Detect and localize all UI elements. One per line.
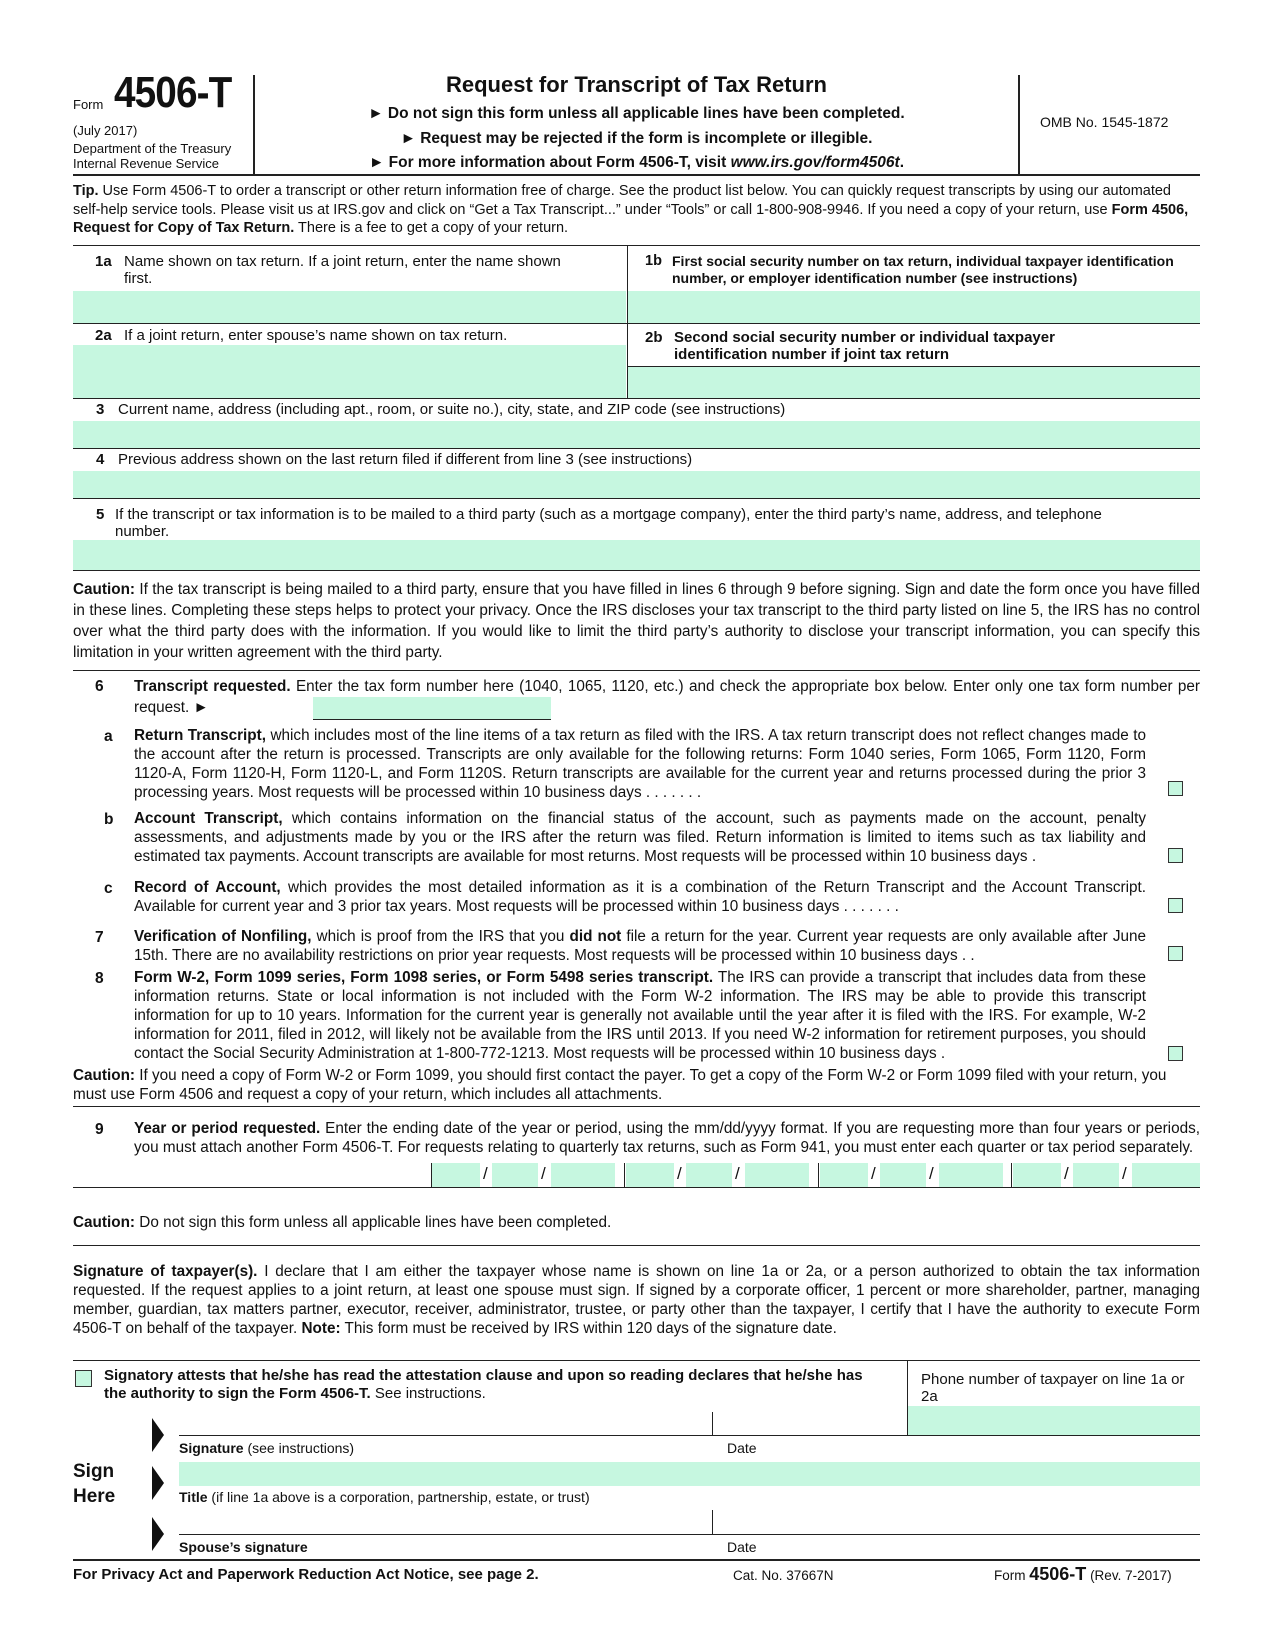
caution-1-text: If the tax transcript is being mailed to a third party, ensure that you have filled in lines 6 through 9 before signing. Sign and date the form once you have filled in these lines. Completing these steps helps to protect your privacy. Once the IRS discloses your tax transcript to the third party listed on line 5, the IRS has no control over what the third party does with the information. If you would like to limit the third party’s authority to disclose your transcript information, you can specify this limitation in your written agreement with the third party. <box>73 581 1200 661</box>
period-2-slash-2: / <box>735 1164 740 1183</box>
line-6-number: 6 <box>95 678 104 695</box>
phone-label: Phone number of taxpayer on line 1a or 2a <box>921 1371 1185 1405</box>
footer-revision: (Rev. 7-2017) <box>1086 1568 1172 1583</box>
did-not-emphasis: did not <box>569 928 622 945</box>
caution-2-label: Caution: <box>73 1067 136 1084</box>
date-sep-2 <box>818 1163 819 1187</box>
date-sep-1 <box>624 1163 625 1187</box>
line-7-number: 7 <box>95 929 104 946</box>
date-sep-3 <box>1011 1163 1012 1187</box>
signature-decl-text-1: I declare that I am either the taxpayer whose name is shown on line 1a or 2a, or a person authorized to obtain the tax information requested. If the request applies to a joint return, at least one spouse must sign. If signed by a corporate officer, 1 percent or more shareholder, partner, managing member, guardian, tax matters partner, executor, receiver, administrator, trustee, or party other than the taxpayer, I certify that I have the authority to execute Form 4506-T on behalf of the taxpayer. <box>73 1263 1201 1337</box>
signature-label-note: (see instructions) <box>243 1440 355 1456</box>
sign-word: Sign <box>73 1461 115 1482</box>
footer-form-id <box>994 1564 1172 1585</box>
catalog-number: Cat. No. 37667N <box>733 1568 834 1583</box>
return-transcript-heading: Return Transcript, <box>134 727 266 744</box>
header-divider-right <box>1018 75 1020 174</box>
return-transcript-checkbox[interactable] <box>1168 781 1183 796</box>
period-4-slash-2: / <box>1122 1164 1127 1183</box>
nonfiling-checkbox[interactable] <box>1168 946 1183 961</box>
spouse-signature-area[interactable] <box>179 1511 712 1534</box>
caution-3-text: Do not sign this form unless all applicable lines have been completed. <box>135 1214 612 1231</box>
signature-decl-heading: Signature of taxpayer(s). <box>73 1263 258 1280</box>
account-transcript-heading: Account Transcript, <box>134 810 283 827</box>
date-group-2 <box>626 1163 809 1187</box>
line-7-text <box>134 927 1146 965</box>
period-3-month[interactable] <box>820 1163 868 1187</box>
signature-decl-note-label: Note: <box>301 1320 341 1337</box>
year-period-desc: Enter the ending date of the year or period, using the mm/dd/yyyy format. If you are requesting more than four years or periods, you must attach another Form 4506-T. For requests relating to quarterly tax returns, such as Form 941, you must enter each quarter or tax period separately. <box>134 1120 1200 1156</box>
line-1b-label: First social security number on tax return, individual taxpayer identification number, or employer identification number (see instructions) <box>672 253 1174 286</box>
signature-date-area[interactable] <box>714 1412 907 1435</box>
line-6c-letter: c <box>104 880 113 897</box>
signature-decl-text-2: This form must be received by IRS within 120 days of the signature date. <box>340 1320 837 1337</box>
period-2-slash-1: / <box>677 1164 682 1183</box>
caution-2-bottom-rule <box>73 1106 1200 1107</box>
period-2-day[interactable] <box>686 1163 732 1187</box>
year-period-heading: Year or period requested. <box>134 1120 321 1137</box>
attestation-checkbox[interactable] <box>75 1370 92 1387</box>
account-transcript-desc: which contains information on the financial status of the account, such as payments made on the account, penalty assessments, and adjustments made by you or the IRS after the return was filed. Return information is limited to items such as tax liability and estimated tax payments. Account transcripts are available for most returns. Most requests will be processed within 10 business days . <box>134 810 1146 865</box>
line-2a-label: If a joint return, enter spouse’s name shown on tax return. <box>124 327 508 344</box>
footer-form-word: Form <box>994 1568 1026 1583</box>
line-5-label: If the transcript or tax information is to be mailed to a third party (such as a mortgage company), enter the third party’s name, address, and telephone number. <box>115 506 1102 540</box>
footer-form-number: 4506-T <box>1029 1564 1087 1584</box>
caution-do-not-sign <box>73 1214 611 1232</box>
record-of-account-heading: Record of Account, <box>134 879 281 896</box>
spouse-date-label: Date <box>727 1539 757 1555</box>
period-1-year[interactable] <box>551 1163 615 1187</box>
tip-text-1: Use Form 4506-T to order a transcript or other return information free of charge. See the product list below. You can quickly request transcripts by using our automated self-help service tools. Please visit us at IRS.gov and click on “Get a Tax Transcript...” under “Tools” or call 1-800-908-9946. If you need a copy of your return, use <box>73 183 1171 218</box>
instruction-3-end: . <box>899 154 904 171</box>
instruction-1: ► Do not sign this form unless all applicable lines have been completed. <box>368 105 905 122</box>
period-4-slash-1: / <box>1064 1164 1069 1183</box>
record-of-account-desc: which provides the most detailed information as it is a combination of the Return Transcript and the Account Transcript. Available for current year and 3 prior tax years. Most requests will be processed within 10 business days . . . . . . . <box>134 879 1146 915</box>
spouse-arrow-icon <box>152 1517 164 1551</box>
period-3-slash-2: / <box>929 1164 934 1183</box>
spouse-signature-label: Spouse’s signature <box>179 1539 308 1555</box>
spouse-name-field-2a[interactable] <box>73 345 626 398</box>
tip-form-4506: Form 4506, Request for Copy of Tax Return. <box>73 201 1189 236</box>
period-3-year[interactable] <box>939 1163 1003 1187</box>
record-of-account-checkbox[interactable] <box>1168 898 1183 913</box>
caution-w2 <box>73 1066 1200 1104</box>
form-revision: (July 2017) <box>73 123 138 138</box>
tip-bottom-rule <box>73 245 1200 246</box>
caution-3-bottom-rule <box>73 1245 1200 1246</box>
attestation-see-instructions: See instructions. <box>370 1385 486 1402</box>
instruction-3-text: ► For more information about Form 4506-T, visit <box>369 154 731 171</box>
privacy-notice: For Privacy Act and Paperwork Reduction Act Notice, see page 2. <box>73 1566 539 1583</box>
date-group-4 <box>1013 1163 1200 1187</box>
line-6-heading: Transcript requested. <box>134 678 291 695</box>
signature-label <box>179 1440 354 1456</box>
irs-form-link[interactable]: www.irs.gov/form4506t <box>730 154 900 171</box>
period-1-day[interactable] <box>492 1163 538 1187</box>
w2-1099-desc: The IRS can provide a transcript that includes data from these information returns. State or local information is not included with the Form W-2 information. The IRS may be able to provide this transcript information for up to 10 years. Information for the current year is generally not available until the year after it is filed with the IRS. For example, W-2 information for 2011, filed in 2012, will likely not be available from the IRS until 2013. If you need W-2 information for retirement purposes, you should contact the Social Security Administration at 1-800-772-1213. Most requests will be processed within 10 business days . <box>134 969 1146 1062</box>
period-2-month[interactable] <box>626 1163 674 1187</box>
header-bottom-rule <box>73 174 1200 176</box>
tax-form-number-input[interactable] <box>313 697 551 719</box>
footer-rule <box>73 1559 1200 1561</box>
account-transcript-checkbox[interactable] <box>1168 848 1183 863</box>
line-3-label: Current name, address (including apt., room, or suite no.), city, state, and ZIP code (see instructions) <box>118 401 786 418</box>
line-5-number: 5 <box>96 506 105 523</box>
signature-arrow-icon <box>152 1418 164 1452</box>
third-party-field[interactable] <box>73 540 1200 570</box>
line-2b-number: 2b <box>645 329 663 346</box>
header <box>0 0 1274 175</box>
line-7-text-2: file a return for the year. Current year requests are only available after June 15th. There are no availability restrictions on prior year requests. Most requests will be processed within 10 business days . . <box>134 928 1146 964</box>
sign-here-label <box>73 1459 115 1509</box>
line-7-text-1: which is proof from the IRS that you <box>311 928 570 945</box>
line-9-text <box>134 1119 1200 1157</box>
spouse-date-area[interactable] <box>714 1511 1200 1534</box>
period-3-slash-1: / <box>871 1164 876 1183</box>
period-1-slash-1: / <box>483 1164 488 1183</box>
line-8-number: 8 <box>95 970 104 987</box>
omb-number: OMB No. 1545-1872 <box>1040 114 1169 130</box>
line-1a-number: 1a <box>95 253 112 270</box>
line-4-number: 4 <box>96 451 105 468</box>
previous-address-field[interactable] <box>73 471 1200 498</box>
spouse-date-divider <box>712 1510 713 1535</box>
form-title: Request for Transcript of Tax Return <box>446 72 827 97</box>
line-2b-label: Second social security number or individual taxpayer identification number if joint tax return <box>674 329 1055 363</box>
w2-1099-heading: Form W-2, Form 1099 series, Form 1098 series, or Form 5498 series transcript. <box>134 969 714 986</box>
line-9-number: 9 <box>95 1121 104 1138</box>
tip-label: Tip. <box>73 183 99 199</box>
line-3-number: 3 <box>96 401 105 418</box>
line-6c-text <box>134 878 1146 916</box>
here-word: Here <box>73 1486 116 1507</box>
title-label-bold: Title <box>179 1489 208 1505</box>
line-6-text <box>134 676 1200 718</box>
tax-form-number-underline <box>313 719 551 720</box>
line-1b-number: 1b <box>645 253 662 269</box>
line-6b-letter: b <box>104 811 114 828</box>
period-1-month[interactable] <box>432 1163 480 1187</box>
irs-name: Internal Revenue Service <box>73 156 219 171</box>
w2-transcript-checkbox[interactable] <box>1168 1046 1183 1061</box>
form-number: 4506-T <box>114 68 232 117</box>
caution-1-label: Caution: <box>73 581 136 598</box>
signature-line <box>179 1435 1200 1436</box>
line-6a-letter: a <box>104 728 113 745</box>
line-2a-number: 2a <box>95 327 112 344</box>
attestation-bold: Signatory attests that he/she has read the attestation clause and upon so reading declares that he/she has the authority to sign the Form 4506-T. <box>104 1367 863 1402</box>
line-1a-label: Name shown on tax return. If a joint return, enter the name shown first. <box>124 253 561 287</box>
title-arrow-icon <box>152 1466 164 1500</box>
line-6-instructions: Enter the tax form number here (1040, 1065, 1120, etc.) and check the appropriate box below. Enter only one tax form number per request. ► <box>134 678 1200 716</box>
line-4-bottom-rule <box>73 498 1200 499</box>
department: Department of the Treasury <box>73 141 232 156</box>
tip-paragraph <box>73 182 1200 238</box>
attestation-text <box>104 1367 884 1403</box>
form-word: Form <box>73 97 104 112</box>
title-label <box>179 1489 590 1505</box>
verification-nonfiling-heading: Verification of Nonfiling, <box>134 928 312 945</box>
line-3-bottom-rule <box>73 448 1200 449</box>
period-4-month[interactable] <box>1013 1163 1061 1187</box>
title-label-note: (if line 1a above is a corporation, partnership, estate, or trust) <box>207 1489 590 1505</box>
spouse-signature-line <box>179 1534 1200 1535</box>
line-4-label: Previous address shown on the last return filed if different from line 3 (see instructions) <box>118 451 693 468</box>
caution-3-label: Caution: <box>73 1214 136 1231</box>
date-group-3 <box>820 1163 1003 1187</box>
instruction-2: ► Request may be rejected if the form is incomplete or illegible. <box>400 130 873 147</box>
line-5-bottom-rule <box>73 570 1200 571</box>
line-9-bottom-rule <box>73 1187 1200 1188</box>
period-1-slash-2: / <box>541 1164 546 1183</box>
period-4-year[interactable] <box>1132 1163 1200 1187</box>
period-3-day[interactable] <box>880 1163 926 1187</box>
line-6a-text <box>134 726 1146 802</box>
date-sep-0 <box>431 1163 432 1187</box>
caution-2-text: If you need a copy of Form W-2 or Form 1099, you should first contact the payer. To get a copy of the Form W-2 or Form 1099 filed with your return, you must use Form 4506 and request a copy of your return, which includes all attachments. <box>73 1067 1167 1103</box>
ssn-field-1b[interactable] <box>628 291 1200 323</box>
instruction-3 <box>255 154 1018 172</box>
line-2b-field-top <box>628 366 1200 367</box>
date-group-1 <box>432 1163 615 1187</box>
spouse-ssn-field-2b[interactable] <box>628 367 1200 398</box>
phone-number-field[interactable] <box>908 1406 1200 1435</box>
signature-line-area[interactable] <box>179 1412 712 1435</box>
signature-declaration <box>73 1262 1200 1338</box>
period-2-year[interactable] <box>745 1163 809 1187</box>
signature-label-bold: Signature <box>179 1440 244 1456</box>
line-6b-text <box>134 809 1146 866</box>
signature-date-label: Date <box>727 1440 757 1456</box>
name-field-1a[interactable] <box>73 291 626 323</box>
line-2-bottom-rule <box>73 398 1200 399</box>
caution-1-bottom-rule <box>73 670 1200 671</box>
return-transcript-desc: which includes most of the line items of a tax return as filed with the IRS. A tax return transcript does not reflect changes made to the account after the return is processed. Transcripts are only available for the following returns: Form 1040 series, Form 1065, Form 1120, Form 1120-A, Form 1120-H, Form 1120-L, and Form 1120S. Return transcripts are available for the current year and returns processed during the prior 3 processing years. Most requests will be processed within 10 business days . . . . . . . <box>134 727 1147 801</box>
signature-date-divider <box>712 1412 713 1435</box>
period-4-day[interactable] <box>1073 1163 1119 1187</box>
line-1-bottom-rule <box>73 323 1200 324</box>
caution-third-party <box>73 579 1200 663</box>
title-field[interactable] <box>179 1462 1200 1486</box>
tip-text-2: There is a fee to get a copy of your return. <box>294 220 569 236</box>
line-8-text <box>134 968 1146 1063</box>
current-address-field[interactable] <box>73 421 1200 448</box>
declaration-bottom-rule <box>73 1360 1200 1361</box>
